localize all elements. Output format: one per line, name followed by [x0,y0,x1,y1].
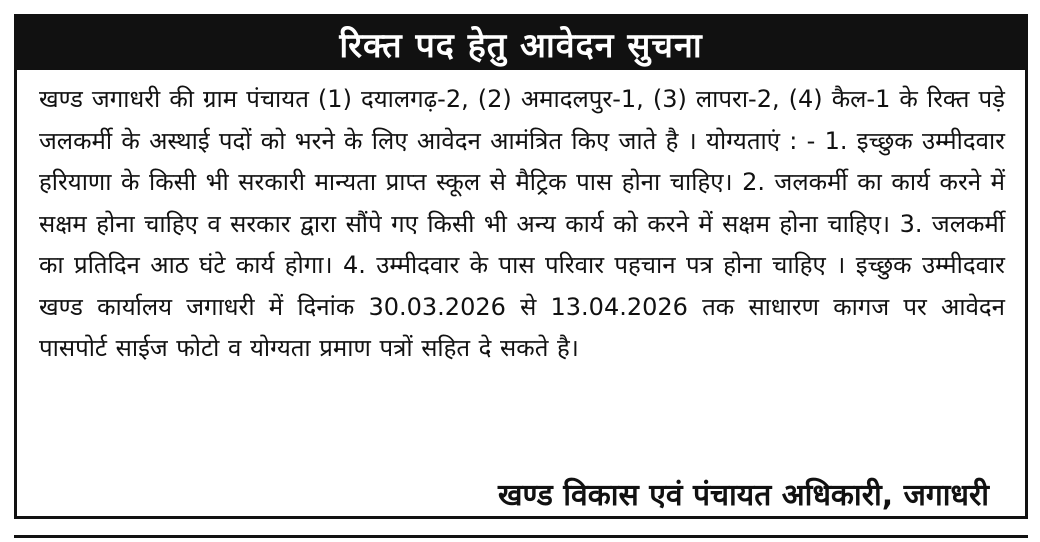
notice-box [14,14,1028,519]
title-bar [17,17,1025,70]
bottom-divider [14,535,1028,538]
notice-body: खण्ड जगाधरी की ग्राम पंचायत (1) दयालगढ़-2, (2) अमादलपुर-1, (3) लापरा-2, (4) कैल-1 के रिक्त पड़े जलकर्मी के अस्थाई पदों को भरने के लिए आवेदन आमंत्रित किए जाते है । योग्यताएं : - 1. इच्छुक उम्मीदवार हरियाणा के किसी भी सरकारी मान्यता प्राप्त स्कूल से मैट्रिक पास होना चाहिए। 2. जलकर्मी का कार्य करने में सक्षम होना चाहिए व सरकार द्वारा सौंपे गए किसी भी अन्य कार्य को करने में सक्षम होना चाहिए। 3. जलकर्मी का प्रतिदिन आठ घंटे कार्य होगा। 4. उम्मीदवार के पास परिवार पहचान पत्र होना चाहिए । इच्छुक उम्मीदवार खण्ड कार्यालय जगाधरी में दिनांक 30.03.2026 से 13.04.2026 तक साधारण कागज पर आवेदन पासपोर्ट साईज फोटो व योग्यता प्रमाण पत्रों सहित दे सकते है। [39,85,1005,362]
notice-title: रिक्त पद हेतु आवेदन सुचना [339,25,703,66]
notice-signature: खण्ड विकास एवं पंचायत अधिकारी, जगाधरी [497,478,989,513]
